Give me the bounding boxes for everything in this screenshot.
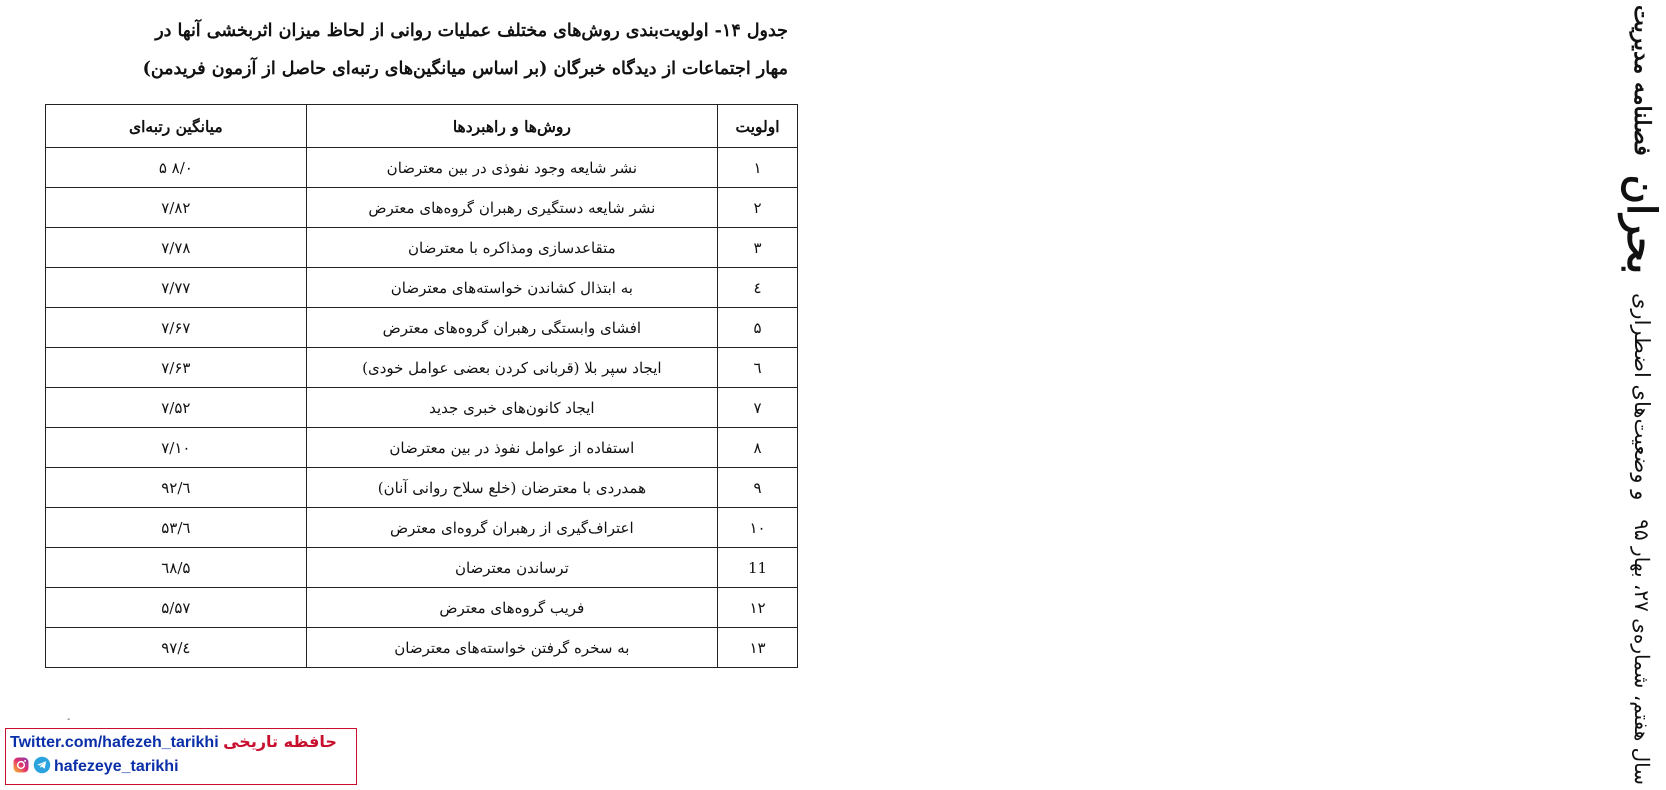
journal-logo: بحران (1618, 174, 1666, 275)
rank-cell: ۷ (718, 388, 798, 428)
method-cell: ایجاد سپر بلا (قربانی کردن بعضی عوامل خودی) (306, 348, 717, 388)
credit-persian-name: حافظه تاریخی (223, 732, 337, 751)
page-mark: - (67, 714, 71, 725)
header-rank: اولویت (718, 105, 798, 148)
mean-cell: ۷/۵۲ (46, 388, 307, 428)
method-cell: استفاده از عوامل نفوذ در بین معترضان (306, 428, 717, 468)
table-row (46, 268, 798, 308)
mean-cell: ۸/۰ ۵ (46, 148, 307, 188)
table-row (46, 428, 798, 468)
journal-running-head (1618, 5, 1666, 785)
header-method: روش‌ها و راهبردها (306, 105, 717, 148)
table-row (46, 588, 798, 628)
method-cell: اعتراف‌گیری از رهبران گروه‌ای معترض (306, 508, 717, 548)
mean-cell: ٦/۵۳ (46, 508, 307, 548)
journal-subject: و وضعیت‌های اضطراری (1630, 292, 1654, 501)
table-row (46, 388, 798, 428)
table-row (46, 628, 798, 668)
rank-cell: 11 (718, 548, 798, 588)
method-cell: افشای وابستگی رهبران گروه‌های معترض (306, 308, 717, 348)
mean-cell: ٦/۹۲ (46, 468, 307, 508)
mean-cell: ٤/۹۷ (46, 628, 307, 668)
table-header-row (46, 105, 798, 148)
rank-cell: ۲ (718, 188, 798, 228)
method-cell: ایجاد کانون‌های خبری جدید (306, 388, 717, 428)
caption-line-1: جدول ۱۴- اولویت‌بندی روش‌های مختلف عملیات روانی از لحاظ میزان اثربخشی آنها در (155, 21, 788, 41)
rank-cell: ۱ (718, 148, 798, 188)
rank-cell: ٦ (718, 348, 798, 388)
credit-socials (12, 756, 179, 778)
side-header (800, 0, 1666, 790)
rank-cell: ۵ (718, 308, 798, 348)
credit-box (5, 728, 357, 785)
method-cell: به ابتذال کشاندن خواسته‌های معترضان (306, 268, 717, 308)
mean-cell: ۷/۸۲ (46, 188, 307, 228)
credit-line (10, 732, 337, 752)
telegram-icon (33, 756, 51, 778)
mean-cell: ۷/۷۷ (46, 268, 307, 308)
instagram-handle[interactable]: hafezeye_tarikhi (54, 758, 179, 775)
twitter-link[interactable]: Twitter.com/hafezeh_tarikhi (10, 734, 219, 751)
rank-cell: ۸ (718, 428, 798, 468)
table-caption (28, 12, 788, 88)
issue-info: سال هفتم، شماره‌ی ۲۷، بهار ۹۵ (1630, 519, 1654, 785)
mean-cell: ۷/۷۸ (46, 228, 307, 268)
header-mean: میانگین رتبه‌ای (46, 105, 307, 148)
caption-line-2: مهار اجتماعات از دیدگاه خبرگان (بر اساس میانگین‌های رتبه‌ای حاصل از آزمون فریدمن) (142, 59, 788, 79)
magazine-name: فصلنامه مدیریت (1629, 5, 1655, 156)
table-row (46, 548, 798, 588)
method-cell: ترساندن معترضان (306, 548, 717, 588)
table-row (46, 508, 798, 548)
method-cell: متقاعدسازی ومذاکره با معترضان (306, 228, 717, 268)
rank-cell: ۱۳ (718, 628, 798, 668)
table-row (46, 188, 798, 228)
mean-cell: ۷/۱۰ (46, 428, 307, 468)
mean-cell: ۷/۶۷ (46, 308, 307, 348)
ranking-table (45, 104, 798, 668)
table-row (46, 348, 798, 388)
rank-cell: ۱۲ (718, 588, 798, 628)
instagram-icon (12, 756, 30, 778)
method-cell: همدردی با معترضان (خلع سلاح روانی آنان) (306, 468, 717, 508)
table-row (46, 228, 798, 268)
mean-cell: ۵/٦۸ (46, 548, 307, 588)
mean-cell: ۷/۶۳ (46, 348, 307, 388)
table-row (46, 308, 798, 348)
rank-cell: ٤ (718, 268, 798, 308)
method-cell: به سخره گرفتن خواسته‌های معترضان (306, 628, 717, 668)
rank-cell: ۳ (718, 228, 798, 268)
table-row (46, 468, 798, 508)
method-cell: نشر شایعه دستگیری رهبران گروه‌های معترض (306, 188, 717, 228)
rank-cell: ۱۰ (718, 508, 798, 548)
table-row (46, 148, 798, 188)
method-cell: فریب گروه‌های معترض (306, 588, 717, 628)
mean-cell: ۵/۵۷ (46, 588, 307, 628)
rank-cell: ۹ (718, 468, 798, 508)
method-cell: نشر شایعه وجود نفوذی در بین معترضان (306, 148, 717, 188)
